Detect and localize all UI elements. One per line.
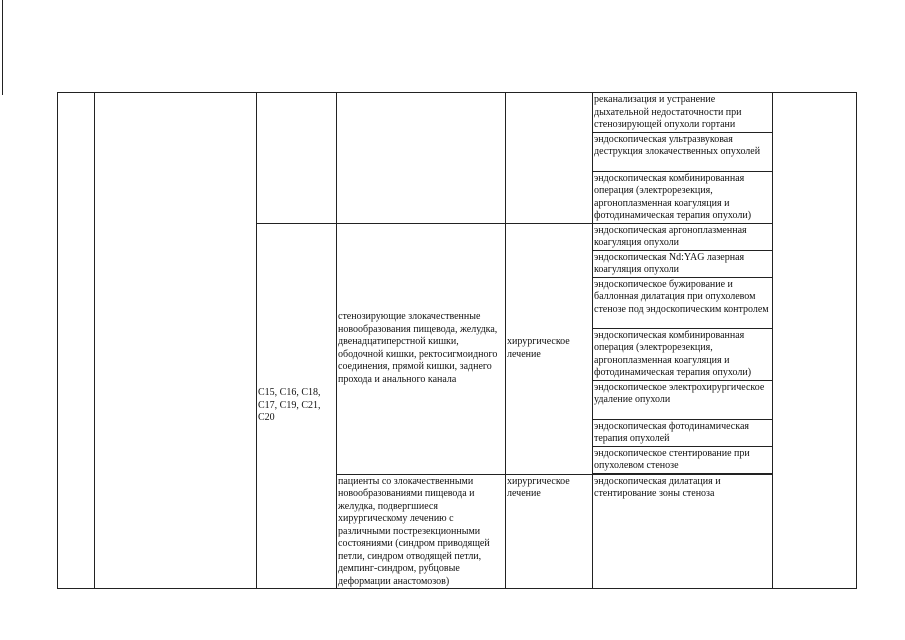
procedure-cell: реканализация и устранение дыхательной недостаточности при стенозирующей опухоли гортани — [593, 93, 773, 133]
procedure-cell: эндоскопическая комбинированная операция (электрорезекция, аргоноплазменная коагуляция и фотодинамическая терапия опухоли) — [593, 171, 773, 223]
codes-cell-top — [257, 93, 337, 224]
procedure-cell: эндоскопическая фотодинамическая терапия опухолей — [593, 419, 773, 446]
treatment-type-cell: хирургическое лечение — [506, 474, 593, 589]
cost-cell — [773, 93, 857, 589]
procedure-cell: эндоскопическая ультразвуковая деструкция злокачественных опухолей — [593, 132, 773, 171]
procedure-cell: эндоскопическое бужирование и баллонная дилатация при опухолевом стенозе под эндоскопическим контролем — [593, 277, 773, 328]
procedure-cell: эндоскопическое электрохирургическое удаление опухоли — [593, 380, 773, 419]
diagnosis-cell: стенозирующие злокачественные новообразования пищевода, желудка, двенадцатиперстной кишки, ободочной кишки, ректосигмоидного соединения, прямой кишки, заднего прохода и анального канала — [337, 223, 506, 474]
number-cell — [58, 93, 95, 589]
procedure-cell: эндоскопическая Nd:YAG лазерная коагуляция опухоли — [593, 250, 773, 277]
procedure-cell: эндоскопическая комбинированная операция (электрорезекция, аргоноплазменная коагуляция и фотодинамическая терапия опухоли) — [593, 328, 773, 380]
treatment-cell-top — [506, 93, 593, 224]
treatment-type-cell: хирургическое лечение — [506, 223, 593, 474]
procedure-cell: эндоскопическая дилатация и стентирование зоны стеноза — [593, 474, 773, 589]
diagnosis-cell-top — [337, 93, 506, 224]
procedure-cell: эндоскопическое стентирование при опухолевом стенозе — [593, 446, 773, 473]
care-type-cell — [95, 93, 257, 589]
medical-procedures-table — [57, 92, 857, 589]
icd-codes-cell: C15, C16, C18, C17, C19, C21, C20 — [257, 223, 337, 589]
page-margin-line — [2, 0, 3, 95]
diagnosis-cell: пациенты со злокачественными новообразованиями пищевода и желудка, подвергшиеся хирургическому лечению с различными пострезекционными состояниями (синдром приводящей петли, синдром отводящей петли, демпинг-синдром, рубцовые деформации анастомозов) — [337, 474, 506, 589]
procedure-cell: эндоскопическая аргоноплазменная коагуляция опухоли — [593, 223, 773, 250]
